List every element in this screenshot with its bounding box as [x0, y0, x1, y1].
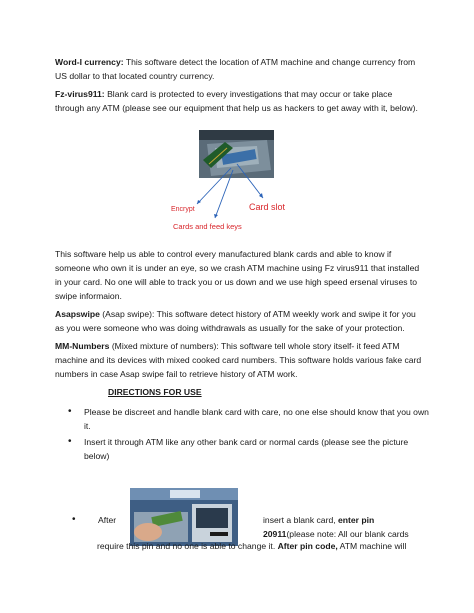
body-paragraph: This software help us able to control every manufactured blank cards and able to know if someone who own it is under an eye, so we crash ATM machine using Fz virus911 that installed in your card. No one will able to track you or us down and we use high speed ersenal viruses to swipe informaion.: [55, 249, 420, 301]
fz-virus-paragraph: [55, 87, 423, 115]
fz-virus-text: Blank card is protected to every investigations that may occur or take place through any ATM (please see our equipment that help us as hackers to get away with it, below).: [55, 89, 418, 113]
tail-text-b: After pin code,: [277, 541, 338, 551]
mm-numbers-text: (Mixed mixture of numbers): This software tell whole story itself- it feed ATM machine and its devices with mixed cooked card numbers. This software holds various fake card numbers in case Asap swipe fail to retrieve history of ATM work.: [55, 341, 422, 379]
label-card-slot: Card slot: [249, 202, 286, 212]
directions-list: [70, 405, 430, 465]
after-word: After: [98, 515, 117, 525]
pin-value: 20911: [263, 529, 287, 539]
term-word-i-currency: Word-I currency:: [55, 57, 124, 67]
pin-instruction-tail: [97, 539, 427, 553]
insert-text: insert a blank card,: [263, 515, 338, 525]
word-i-currency-text: This software detect the location of ATM machine and change currency from US dollar to that located country currency.: [55, 57, 416, 81]
atm-insert-photo: [130, 488, 238, 546]
tail-text-a: require this pin and no one is able to change it.: [97, 541, 278, 551]
pin-note: (please note: All our blank cards: [286, 529, 409, 539]
bullet-dot: •: [72, 514, 76, 525]
atm-card-slot-figure: [167, 130, 307, 236]
label-cards-and-feed-keys: Cards and feed keys: [173, 222, 242, 231]
term-asapswipe: Asapswipe: [55, 309, 100, 319]
tail-text-c: ATM machine will: [337, 541, 407, 551]
enter-pin-text: enter pin: [338, 515, 375, 525]
list-item: • Please be discreet and handle blank card with care, no one else should know that you own it.: [70, 405, 430, 433]
pin-instruction: [263, 513, 423, 541]
list-item: • Insert it through ATM like any other bank card or normal cards (please see the picture below): [70, 435, 430, 463]
term-mm-numbers: MM-Numbers: [55, 341, 110, 351]
word-i-currency-paragraph: [55, 55, 423, 83]
term-fz-virus911: Fz-virus911:: [55, 89, 105, 99]
asapswipe-text: (Asap swipe): This software detect history of ATM weekly work and swipe it for you as you were someone who was doing withdrawals as usually for the sake of your protection.: [55, 309, 416, 333]
directions-heading: DIRECTIONS FOR USE: [108, 387, 202, 397]
mm-numbers-paragraph: [55, 339, 423, 381]
label-encrypt: Encrypt: [171, 206, 195, 213]
asapswipe-paragraph: [55, 307, 423, 335]
